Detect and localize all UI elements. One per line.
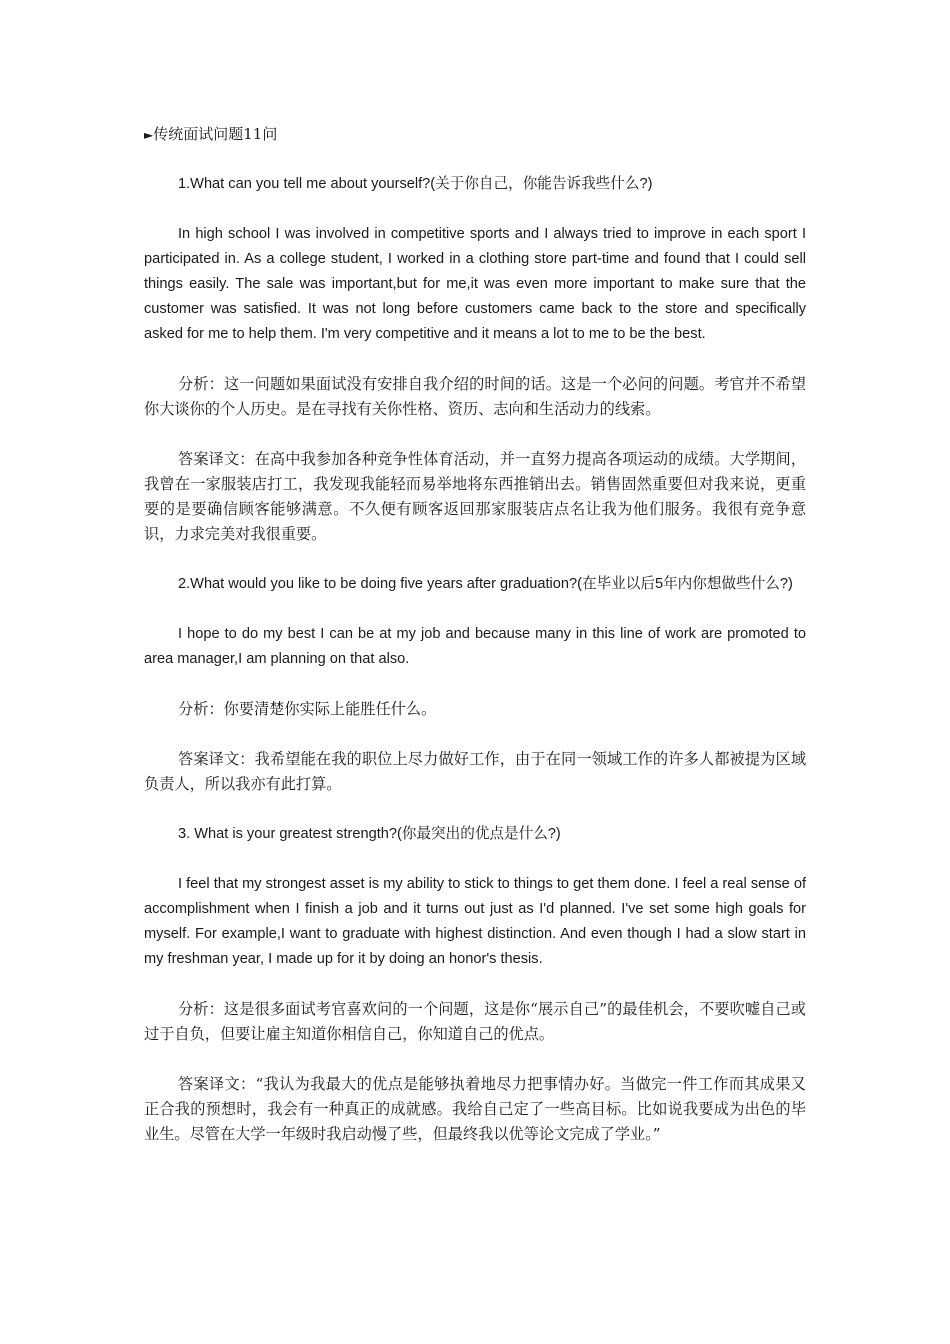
triangle-marker-icon: ► [144, 128, 154, 142]
analysis-2: 分析：你要清楚你实际上能胜任什么。 [178, 700, 437, 718]
translation-1: 答案译文：在高中我参加各种竞争性体育活动，并一直努力提高各项运动的成绩。大学期间，我曾在一家服装店打工，我发现我能轻而易举地将东西推销出去。销售固然重要但对我来说，更重要的是要确信顾客能够满意。不久便有顾客返回那家服装店点名让我为他们服务。我很有竞争意识，力求完美对我很重要。 [144, 450, 806, 543]
analysis-1: 分析：这一问题如果面试没有安排自我介绍的时间的话。这是一个必问的问题。考官并不希望你大谈你的个人历史。是在寻找有关你性格、资历、志向和生活动力的线索。 [144, 375, 806, 418]
section-heading [144, 122, 806, 148]
section-heading-text: 传统面试问题11问 [153, 125, 278, 143]
translation-3: 答案译文：“我认为我最大的优点是能够执着地尽力把事情办好。当做完一件工作而其成果又正合我的预想时，我会有一种真正的成就感。我给自己定了一些高目标。比如说我要成为出色的毕业生。尽管在大学一年级时我启动慢了些，但最终我以优等论文完成了学业。” [144, 1075, 806, 1143]
question-3: 3. What is your greatest strength?(你最突出的优点是什么?) [178, 826, 561, 842]
question-1: 1.What can you tell me about yourself?(关于你自己，你能告诉我些什么?) [178, 176, 653, 192]
analysis-3: 分析：这是很多面试考官喜欢问的一个问题，这是你“展示自己”的最佳机会，不要吹嘘自己或过于自负，但要让雇主知道你相信自己，你知道自己的优点。 [144, 1000, 806, 1043]
answer-1-english: In high school I was involved in competitive sports and I always tried to improve in each sport I participated in. As a college student, I worked in a clothing store part-time and found that I could sell things easily. The sale was important,but for me,it was even more important to make sure that the customer was satisfied. It was not long before customers came back to the store and specifically asked for me to help them. I'm very competitive and it means a lot to me to be the best. [144, 226, 806, 342]
question-2: 2.What would you like to be doing five years after graduation?(在毕业以后5年内你想做些什么?) [178, 576, 793, 592]
answer-3-english: I feel that my strongest asset is my ability to stick to things to get them done. I feel a real sense of accomplishment when I finish a job and it turns out just as I'd planned. I've set some high goals for myself. For example,I want to graduate with highest distinction. And even though I had a slow start in my freshman year, I made up for it by doing an honor's thesis. [144, 876, 806, 967]
document-page [144, 122, 806, 1172]
answer-2-english: I hope to do my best I can be at my job and because many in this line of work are promoted to area manager,I am planning on that also. [144, 626, 806, 667]
translation-2: 答案译文：我希望能在我的职位上尽力做好工作，由于在同一领域工作的许多人都被提为区域负责人，所以我亦有此打算。 [144, 750, 806, 793]
